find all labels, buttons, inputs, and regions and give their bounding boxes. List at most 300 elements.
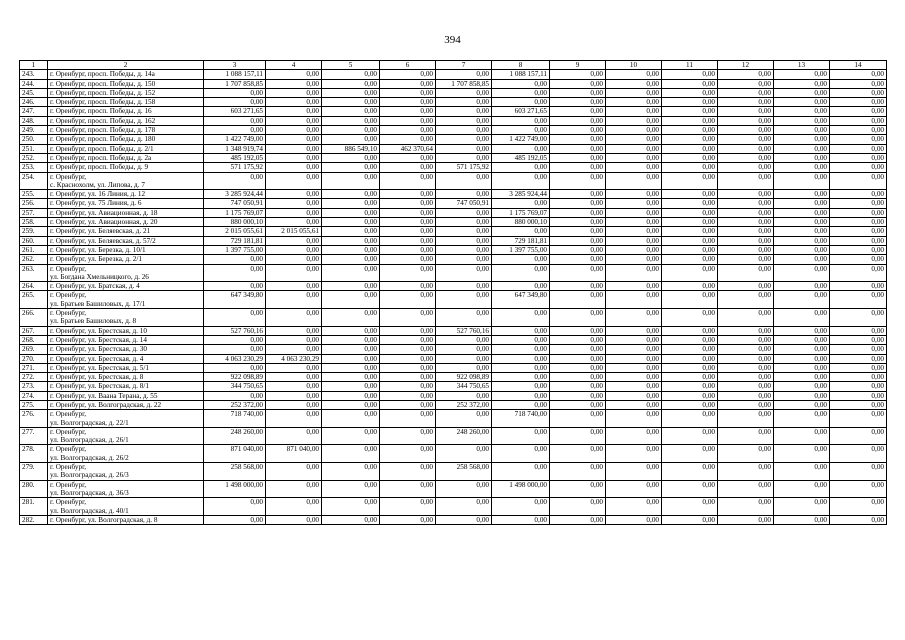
value-cell: 0,00 bbox=[380, 70, 436, 79]
value-cell: 0,00 bbox=[606, 163, 662, 172]
address-line: ул. Волгоградская, д. 36/3 bbox=[50, 488, 129, 497]
value-cell: 0,00 bbox=[322, 126, 380, 135]
value-cell: 747 050,91 bbox=[436, 199, 492, 208]
value-cell: 0,00 bbox=[718, 391, 774, 400]
value-cell: 0,00 bbox=[266, 282, 322, 291]
row-number: 278. bbox=[20, 445, 48, 463]
value-cell: 0,00 bbox=[662, 445, 718, 463]
value-cell: 258 568,00 bbox=[204, 463, 266, 481]
value-cell: 0,00 bbox=[606, 98, 662, 107]
table-row bbox=[20, 227, 887, 236]
address-cell bbox=[48, 382, 204, 391]
value-cell: 252 372,00 bbox=[204, 400, 266, 409]
value-cell: 0,00 bbox=[380, 354, 436, 363]
address-cell bbox=[48, 445, 204, 463]
value-cell: 0,00 bbox=[322, 463, 380, 481]
value-cell: 0,00 bbox=[492, 264, 550, 282]
value-cell: 0,00 bbox=[606, 515, 662, 524]
value-cell: 0,00 bbox=[606, 218, 662, 227]
value-cell: 0,00 bbox=[606, 208, 662, 217]
value-cell: 0,00 bbox=[266, 309, 322, 327]
address-line: г. Оренбург, ул. Брестская, д. 8/1 bbox=[50, 382, 149, 391]
value-cell: 0,00 bbox=[322, 116, 380, 125]
value-cell: 0,00 bbox=[662, 463, 718, 481]
value-cell: 2 015 055,61 bbox=[266, 227, 322, 236]
row-number: 256. bbox=[20, 199, 48, 208]
value-cell: 0,00 bbox=[830, 282, 887, 291]
value-cell: 0,00 bbox=[436, 410, 492, 428]
row-number: 254. bbox=[20, 172, 48, 190]
value-cell: 0,00 bbox=[718, 382, 774, 391]
value-cell: 0,00 bbox=[774, 335, 830, 344]
value-cell: 0,00 bbox=[322, 335, 380, 344]
value-cell: 0,00 bbox=[492, 255, 550, 264]
value-cell: 0,00 bbox=[774, 264, 830, 282]
value-cell: 871 040,00 bbox=[204, 445, 266, 463]
value-cell: 0,00 bbox=[550, 153, 606, 162]
value-cell: 0,00 bbox=[492, 227, 550, 236]
value-cell: 0,00 bbox=[718, 107, 774, 116]
address-line: г. Оренбург, просп. Победы, д. 150 bbox=[50, 79, 156, 88]
column-header: 7 bbox=[436, 61, 492, 70]
value-cell: 0,00 bbox=[550, 363, 606, 372]
value-cell: 0,00 bbox=[830, 480, 887, 498]
table-row bbox=[20, 498, 887, 516]
value-cell: 0,00 bbox=[266, 291, 322, 309]
value-cell: 0,00 bbox=[774, 199, 830, 208]
address-line: с. Краснохолм, ул. Липова, д. 7 bbox=[50, 180, 145, 189]
row-number: 274. bbox=[20, 391, 48, 400]
address-line: г. Оренбург, ул. Беляевская, д. 21 bbox=[50, 227, 151, 236]
value-cell: 0,00 bbox=[774, 291, 830, 309]
value-cell: 0,00 bbox=[204, 255, 266, 264]
address-line: г. Оренбург, bbox=[50, 445, 87, 454]
value-cell: 0,00 bbox=[322, 382, 380, 391]
table-row bbox=[20, 427, 887, 445]
value-cell: 3 285 924,44 bbox=[204, 190, 266, 199]
value-cell: 0,00 bbox=[492, 391, 550, 400]
address-cell bbox=[48, 427, 204, 445]
value-cell: 0,00 bbox=[550, 498, 606, 516]
row-number: 275. bbox=[20, 400, 48, 409]
value-cell: 0,00 bbox=[322, 326, 380, 335]
address-line: г. Оренбург, ул. Волгоградская, д. 22 bbox=[50, 400, 162, 409]
value-cell: 0,00 bbox=[606, 363, 662, 372]
value-cell: 0,00 bbox=[830, 400, 887, 409]
table-row bbox=[20, 116, 887, 125]
value-cell: 0,00 bbox=[550, 172, 606, 190]
value-cell: 0,00 bbox=[550, 245, 606, 254]
value-cell: 0,00 bbox=[830, 172, 887, 190]
address-cell bbox=[48, 335, 204, 344]
value-cell: 0,00 bbox=[322, 107, 380, 116]
value-cell: 0,00 bbox=[718, 427, 774, 445]
value-cell: 0,00 bbox=[204, 498, 266, 516]
value-cell: 0,00 bbox=[662, 309, 718, 327]
address-line: г. Оренбург, ул. Брестская, д. 5/1 bbox=[50, 363, 149, 372]
value-cell: 0,00 bbox=[436, 391, 492, 400]
value-cell: 0,00 bbox=[662, 354, 718, 363]
value-cell: 603 271,65 bbox=[492, 107, 550, 116]
address-cell bbox=[48, 255, 204, 264]
address-cell bbox=[48, 291, 204, 309]
value-cell: 0,00 bbox=[492, 163, 550, 172]
address-cell bbox=[48, 282, 204, 291]
row-number: 249. bbox=[20, 126, 48, 135]
value-cell: 0,00 bbox=[774, 445, 830, 463]
row-number: 265. bbox=[20, 291, 48, 309]
address-line: г. Оренбург, ул. Брестская, д. 14 bbox=[50, 335, 147, 344]
row-number: 276. bbox=[20, 410, 48, 428]
value-cell: 0,00 bbox=[774, 345, 830, 354]
value-cell: 0,00 bbox=[830, 190, 887, 199]
value-cell: 0,00 bbox=[606, 255, 662, 264]
address-cell bbox=[48, 363, 204, 372]
value-cell: 0,00 bbox=[718, 208, 774, 217]
value-cell: 0,00 bbox=[550, 391, 606, 400]
value-cell: 0,00 bbox=[550, 354, 606, 363]
value-cell: 0,00 bbox=[492, 345, 550, 354]
value-cell: 0,00 bbox=[322, 70, 380, 79]
value-cell: 0,00 bbox=[266, 126, 322, 135]
value-cell: 0,00 bbox=[774, 480, 830, 498]
address-cell bbox=[48, 172, 204, 190]
value-cell: 344 750,65 bbox=[204, 382, 266, 391]
value-cell: 4 063 230,29 bbox=[204, 354, 266, 363]
value-cell: 0,00 bbox=[322, 98, 380, 107]
row-number: 247. bbox=[20, 107, 48, 116]
value-cell: 0,00 bbox=[830, 373, 887, 382]
value-cell: 0,00 bbox=[266, 208, 322, 217]
table-row bbox=[20, 335, 887, 344]
value-cell: 0,00 bbox=[830, 463, 887, 481]
value-cell: 0,00 bbox=[204, 116, 266, 125]
value-cell: 0,00 bbox=[550, 291, 606, 309]
value-cell: 0,00 bbox=[662, 410, 718, 428]
value-cell: 0,00 bbox=[266, 98, 322, 107]
value-cell: 0,00 bbox=[662, 107, 718, 116]
value-cell: 0,00 bbox=[322, 291, 380, 309]
value-cell: 0,00 bbox=[606, 282, 662, 291]
value-cell: 0,00 bbox=[266, 255, 322, 264]
column-header: 11 bbox=[662, 61, 718, 70]
address-line: г. Оренбург, bbox=[50, 463, 87, 472]
value-cell: 0,00 bbox=[550, 335, 606, 344]
address-line: г. Оренбург, bbox=[50, 480, 87, 489]
value-cell: 0,00 bbox=[266, 245, 322, 254]
address-line: ул. Волгоградская, д. 22/1 bbox=[50, 418, 129, 427]
value-cell: 0,00 bbox=[380, 236, 436, 245]
value-cell: 0,00 bbox=[718, 480, 774, 498]
value-cell: 1 707 858,85 bbox=[436, 79, 492, 88]
value-cell: 1 498 000,00 bbox=[492, 480, 550, 498]
table-body bbox=[20, 70, 887, 525]
address-cell bbox=[48, 498, 204, 516]
value-cell: 0,00 bbox=[606, 400, 662, 409]
value-cell: 0,00 bbox=[830, 291, 887, 309]
value-cell: 1 397 755,00 bbox=[204, 245, 266, 254]
table-row bbox=[20, 363, 887, 372]
value-cell: 0,00 bbox=[718, 326, 774, 335]
value-cell: 0,00 bbox=[266, 326, 322, 335]
value-cell: 0,00 bbox=[830, 218, 887, 227]
address-line: ул. Волгоградская, д. 40/1 bbox=[50, 506, 129, 515]
address-line: г. Оренбург, bbox=[50, 498, 87, 507]
address-line: г. Оренбург, ул. 75 Линия, д. 6 bbox=[50, 199, 142, 208]
value-cell: 0,00 bbox=[718, 400, 774, 409]
value-cell: 0,00 bbox=[380, 208, 436, 217]
value-cell: 0,00 bbox=[830, 445, 887, 463]
value-cell: 0,00 bbox=[380, 190, 436, 199]
address-cell bbox=[48, 218, 204, 227]
value-cell: 0,00 bbox=[436, 363, 492, 372]
value-cell: 1 088 157,11 bbox=[204, 70, 266, 79]
value-cell: 0,00 bbox=[492, 463, 550, 481]
address-line: г. Оренбург, просп. Победы, д. 9 bbox=[50, 163, 149, 172]
value-cell: 0,00 bbox=[550, 480, 606, 498]
value-cell: 0,00 bbox=[322, 199, 380, 208]
address-line: г. Оренбург, ул. Авиационная, д. 20 bbox=[50, 218, 158, 227]
address-cell bbox=[48, 354, 204, 363]
value-cell: 0,00 bbox=[606, 126, 662, 135]
value-cell: 0,00 bbox=[662, 515, 718, 524]
value-cell: 0,00 bbox=[380, 326, 436, 335]
value-cell: 0,00 bbox=[606, 382, 662, 391]
value-cell: 0,00 bbox=[266, 515, 322, 524]
value-cell: 0,00 bbox=[322, 410, 380, 428]
value-cell: 0,00 bbox=[266, 79, 322, 88]
value-cell: 0,00 bbox=[322, 515, 380, 524]
table-row bbox=[20, 98, 887, 107]
value-cell: 0,00 bbox=[322, 163, 380, 172]
value-cell: 0,00 bbox=[550, 463, 606, 481]
value-cell: 0,00 bbox=[830, 498, 887, 516]
value-cell: 0,00 bbox=[380, 264, 436, 282]
value-cell: 0,00 bbox=[774, 410, 830, 428]
value-cell: 0,00 bbox=[662, 79, 718, 88]
value-cell: 0,00 bbox=[774, 135, 830, 144]
address-line: г. Оренбург, ул. Братская, д. 4 bbox=[50, 282, 140, 291]
value-cell: 0,00 bbox=[436, 445, 492, 463]
value-cell: 0,00 bbox=[774, 427, 830, 445]
value-cell: 0,00 bbox=[606, 144, 662, 153]
address-line: г. Оренбург, bbox=[50, 410, 87, 419]
value-cell: 0,00 bbox=[322, 309, 380, 327]
value-cell: 0,00 bbox=[322, 391, 380, 400]
value-cell: 0,00 bbox=[550, 208, 606, 217]
value-cell: 0,00 bbox=[380, 107, 436, 116]
value-cell: 0,00 bbox=[492, 373, 550, 382]
value-cell: 0,00 bbox=[550, 116, 606, 125]
value-cell: 880 000,10 bbox=[204, 218, 266, 227]
value-cell: 1 175 769,07 bbox=[204, 208, 266, 217]
value-cell: 0,00 bbox=[662, 144, 718, 153]
value-cell: 0,00 bbox=[718, 144, 774, 153]
value-cell: 0,00 bbox=[718, 126, 774, 135]
value-cell: 0,00 bbox=[606, 326, 662, 335]
value-cell: 0,00 bbox=[774, 98, 830, 107]
value-cell: 0,00 bbox=[830, 335, 887, 344]
value-cell: 0,00 bbox=[436, 498, 492, 516]
column-header: 10 bbox=[606, 61, 662, 70]
value-cell: 0,00 bbox=[380, 463, 436, 481]
column-header: 12 bbox=[718, 61, 774, 70]
value-cell: 1 348 919,74 bbox=[204, 144, 266, 153]
value-cell: 0,00 bbox=[266, 345, 322, 354]
value-cell: 0,00 bbox=[662, 218, 718, 227]
value-cell: 0,00 bbox=[380, 382, 436, 391]
table-row bbox=[20, 190, 887, 199]
value-cell: 0,00 bbox=[204, 172, 266, 190]
value-cell: 0,00 bbox=[774, 515, 830, 524]
value-cell: 0,00 bbox=[436, 245, 492, 254]
row-number: 277. bbox=[20, 427, 48, 445]
value-cell: 485 192,05 bbox=[492, 153, 550, 162]
address-line: ул. Волгоградская, д. 26/3 bbox=[50, 471, 129, 480]
value-cell: 0,00 bbox=[774, 163, 830, 172]
value-cell: 0,00 bbox=[718, 153, 774, 162]
value-cell: 0,00 bbox=[550, 199, 606, 208]
value-cell: 0,00 bbox=[322, 480, 380, 498]
value-cell: 0,00 bbox=[380, 227, 436, 236]
address-line: ул. Волгоградская, д. 26/2 bbox=[50, 453, 129, 462]
value-cell: 0,00 bbox=[662, 282, 718, 291]
page-number: 394 bbox=[444, 34, 461, 46]
value-cell: 0,00 bbox=[606, 153, 662, 162]
value-cell: 0,00 bbox=[718, 335, 774, 344]
address-cell bbox=[48, 107, 204, 116]
value-cell: 0,00 bbox=[550, 382, 606, 391]
value-cell: 0,00 bbox=[380, 480, 436, 498]
value-cell: 0,00 bbox=[380, 245, 436, 254]
address-line: г. Оренбург, bbox=[50, 309, 87, 318]
value-cell: 0,00 bbox=[322, 245, 380, 254]
value-cell: 0,00 bbox=[774, 236, 830, 245]
value-cell: 0,00 bbox=[830, 144, 887, 153]
value-cell: 0,00 bbox=[606, 79, 662, 88]
value-cell: 248 260,00 bbox=[204, 427, 266, 445]
address-line: г. Оренбург, ул. Волгоградская, д. 8 bbox=[50, 515, 158, 524]
value-cell: 0,00 bbox=[718, 463, 774, 481]
value-cell: 718 740,00 bbox=[204, 410, 266, 428]
value-cell: 0,00 bbox=[322, 255, 380, 264]
value-cell: 0,00 bbox=[662, 135, 718, 144]
value-cell: 0,00 bbox=[830, 199, 887, 208]
value-cell: 0,00 bbox=[492, 98, 550, 107]
address-line: г. Оренбург, ул. 16 Линия, д. 12 bbox=[50, 190, 146, 199]
value-cell: 0,00 bbox=[492, 172, 550, 190]
value-cell: 0,00 bbox=[774, 363, 830, 372]
value-cell: 0,00 bbox=[380, 373, 436, 382]
row-number: 280. bbox=[20, 480, 48, 498]
value-cell: 0,00 bbox=[550, 98, 606, 107]
value-cell: 0,00 bbox=[774, 172, 830, 190]
address-cell bbox=[48, 480, 204, 498]
value-cell: 0,00 bbox=[662, 291, 718, 309]
value-cell: 0,00 bbox=[550, 88, 606, 97]
value-cell: 0,00 bbox=[380, 515, 436, 524]
value-cell: 747 050,91 bbox=[204, 199, 266, 208]
value-cell: 0,00 bbox=[830, 208, 887, 217]
value-cell: 0,00 bbox=[322, 227, 380, 236]
value-cell: 0,00 bbox=[718, 70, 774, 79]
value-cell: 0,00 bbox=[662, 326, 718, 335]
value-cell: 0,00 bbox=[436, 255, 492, 264]
value-cell: 0,00 bbox=[662, 199, 718, 208]
address-cell bbox=[48, 264, 204, 282]
value-cell: 0,00 bbox=[774, 245, 830, 254]
value-cell: 0,00 bbox=[322, 373, 380, 382]
value-cell: 0,00 bbox=[550, 400, 606, 409]
value-cell: 0,00 bbox=[322, 190, 380, 199]
value-cell: 1 498 000,00 bbox=[204, 480, 266, 498]
table-row bbox=[20, 255, 887, 264]
value-cell: 0,00 bbox=[830, 70, 887, 79]
column-header: 13 bbox=[774, 61, 830, 70]
value-cell: 0,00 bbox=[492, 498, 550, 516]
address-line: г. Оренбург, bbox=[50, 291, 87, 300]
table-row bbox=[20, 218, 887, 227]
value-cell: 0,00 bbox=[718, 135, 774, 144]
value-cell: 0,00 bbox=[718, 498, 774, 516]
table-row bbox=[20, 153, 887, 162]
value-cell: 0,00 bbox=[830, 126, 887, 135]
value-cell: 0,00 bbox=[606, 264, 662, 282]
address-line: г. Оренбург, bbox=[50, 264, 87, 273]
value-cell: 0,00 bbox=[266, 163, 322, 172]
value-cell: 0,00 bbox=[774, 144, 830, 153]
value-cell: 0,00 bbox=[718, 363, 774, 372]
value-cell: 0,00 bbox=[204, 515, 266, 524]
row-number: 279. bbox=[20, 463, 48, 481]
row-number: 281. bbox=[20, 498, 48, 516]
value-cell: 0,00 bbox=[266, 335, 322, 344]
value-cell: 0,00 bbox=[718, 445, 774, 463]
value-cell: 0,00 bbox=[492, 126, 550, 135]
value-cell: 0,00 bbox=[830, 153, 887, 162]
value-cell: 0,00 bbox=[774, 498, 830, 516]
row-number: 260. bbox=[20, 236, 48, 245]
value-cell: 886 549,10 bbox=[322, 144, 380, 153]
value-cell: 4 063 230,29 bbox=[266, 354, 322, 363]
value-cell: 0,00 bbox=[830, 79, 887, 88]
value-cell: 0,00 bbox=[606, 427, 662, 445]
value-cell: 0,00 bbox=[662, 116, 718, 125]
value-cell: 0,00 bbox=[606, 498, 662, 516]
row-number: 257. bbox=[20, 208, 48, 217]
value-cell: 0,00 bbox=[550, 107, 606, 116]
value-cell: 0,00 bbox=[204, 391, 266, 400]
value-cell: 0,00 bbox=[204, 345, 266, 354]
value-cell: 0,00 bbox=[718, 218, 774, 227]
value-cell: 0,00 bbox=[436, 116, 492, 125]
value-cell: 0,00 bbox=[718, 255, 774, 264]
value-cell: 0,00 bbox=[606, 373, 662, 382]
address-line: г. Оренбург, bbox=[50, 172, 87, 181]
value-cell: 0,00 bbox=[774, 326, 830, 335]
value-cell: 0,00 bbox=[662, 498, 718, 516]
value-cell: 0,00 bbox=[492, 382, 550, 391]
value-cell: 0,00 bbox=[322, 153, 380, 162]
value-cell: 0,00 bbox=[436, 218, 492, 227]
value-cell: 0,00 bbox=[774, 88, 830, 97]
value-cell: 0,00 bbox=[322, 79, 380, 88]
value-cell: 0,00 bbox=[492, 199, 550, 208]
value-cell: 0,00 bbox=[322, 445, 380, 463]
value-cell: 0,00 bbox=[204, 282, 266, 291]
value-cell: 258 568,00 bbox=[436, 463, 492, 481]
value-cell: 0,00 bbox=[830, 255, 887, 264]
